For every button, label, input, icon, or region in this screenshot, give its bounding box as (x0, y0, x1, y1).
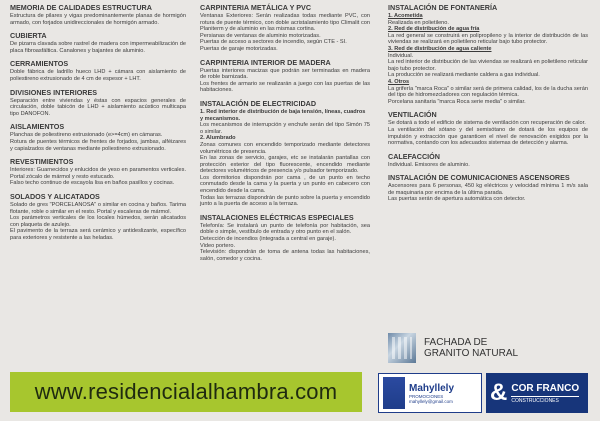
heading-electricidad: INSTALACIÓN DE ELECTRICIDAD (200, 98, 317, 108)
logo-corfranco-name: COR FRANCO (511, 382, 580, 394)
text-especiales-1: Telefonía: Se instalará un punto de telefonía por habitación, sea doble o simple, vestíbulo de entrada y otro punto en el salón. (200, 222, 370, 236)
logo-mahyllely (378, 373, 482, 413)
building-facade-icon (388, 333, 416, 363)
logo-mahyllely-name: Mahyllely (409, 382, 455, 394)
heading-carpinteria-metalica: CARPINTERIA METÁLICA Y PVC (200, 3, 312, 12)
text-especiales-4: Televisión: dispondrán de toma de antena todas las habitaciones, salón, comedor y cocina. (200, 249, 370, 262)
fachada-block (388, 328, 588, 368)
section-electricidad (200, 100, 370, 208)
text-especiales-3: Video portero. (200, 242, 236, 249)
logo-corfranco-text (511, 383, 579, 404)
section-cerramientos (10, 60, 186, 82)
subheading-fontaneria-3: 3. Red de distribución de agua caliente (388, 45, 492, 52)
section-ventilacion (388, 111, 588, 146)
text-fontaneria-1: Realizada en polietileno. (388, 19, 449, 26)
column-1 (10, 4, 186, 247)
section-solados (10, 193, 186, 242)
text-fontaneria-7: Porcelana sanitaria "marca Roca serie media" o similar. (388, 98, 526, 105)
text-cerramientos: Doble fábrica de ladrillo hueco LHD + cámara con aislamiento de poliestireno extrusionado de 4 cm de espesor + LHT. (10, 69, 186, 82)
text-memoria: Estructura de pilares y vigas predominantemente planas de hormigón armado, con forjados unidireccionales de hormigón armado. (10, 13, 186, 26)
section-especiales (200, 214, 370, 263)
fachada-text (424, 337, 518, 359)
column-2 (200, 4, 370, 268)
website-banner[interactable]: www.residencialalhambra.com (10, 372, 362, 412)
subheading-fontaneria-2: 2. Red de distribución de agua fría (388, 26, 480, 33)
subheading-fontaneria-4: 4. Otros (388, 78, 410, 85)
text-carpinteria-madera-2: Los frentes de armario se realizarán a juego con las puertas de las habitaciones. (200, 80, 370, 94)
logo-mahyllely-tagline: PROMOCIONES (409, 393, 444, 399)
heading-comunicaciones: INSTALACIÓN DE COMUNICACIONES ASCENSORES (388, 173, 570, 183)
text-electricidad-5: Todas las terrazas dispondrán de punto sobre la puerta y encendido junto a la puerta de acceso a la terraza. (200, 194, 370, 208)
heading-revestimientos: REVESTIMIENTOS (10, 157, 74, 167)
text-fontaneria-6: La grifería "marca Roca" o similar será de primera calidad, los de la ducha serán del tipo de hidromezcladores con regulación térmica. (388, 85, 588, 99)
text-solados-1: Solado de gres "PORCELANOSA" o similar en cocina y baños. Tarima flotante, roble o similar en el resto. Portal y escaleras de mármol. (10, 201, 186, 215)
section-memoria (10, 4, 186, 26)
subheading-electricidad-1: 1. Red interior de distribución de baja tensión, líneas, cuadros y mecanismos. (200, 108, 366, 122)
heading-cubierta: CUBIERTA (10, 31, 47, 41)
text-divisiones: Separación entre viviendas y éstas con espacios generales de circulación, doble tabicón de LHD + aislamiento acústico multicapa tipo DANOFON. (10, 97, 186, 117)
text-calefaccion-1: Individual. Emisores de aluminio. (388, 161, 470, 168)
heading-calefaccion: CALEFACCIÓN (388, 151, 440, 161)
section-divisiones (10, 89, 186, 118)
fachada-line-1: FACHADA DE (424, 337, 488, 348)
text-carpinteria-metalica-3: Puertas de acceso a sectores de incendio, según CTE - SI. (200, 39, 347, 46)
heading-solados: SOLADOS Y ALICATADOS (10, 191, 100, 201)
section-calefaccion (388, 153, 588, 169)
subheading-electricidad-2: 2. Alumbrado (200, 135, 236, 142)
text-fontaneria-4: La red interior de distribución de las viviendas se realizará en polietileno reticular bajo tubo protector. (388, 59, 588, 72)
logo-corfranco-tagline: CONSTRUCCIONES (511, 396, 579, 404)
text-revestimientos-1: Interiores: Guarnecidos y enlucidos de yeso en paramentos verticales. Portal zócalo de mármol y resto estucado. (10, 167, 186, 180)
text-ventilacion-1: Se dotará a todo el edificio de sistema de ventilación con recuperación de calor. (388, 120, 586, 127)
text-especiales-2: Detección de incendios (integrada a central en garaje). (200, 236, 336, 243)
section-revestimientos (10, 158, 186, 187)
text-carpinteria-metalica-4: Puertas de garaje motorizadas. (200, 45, 278, 52)
logo-mahyllely-text (409, 383, 454, 404)
heading-cerramientos: CERRAMIENTOS (10, 59, 69, 69)
text-fontaneria-2: La red general se construirá en polipropileno y la interior de distribución de las viviendas se realizará en polietileno reticular bajo tubo protector. (388, 32, 588, 46)
text-comunicaciones-2: Las puertas serán de apertura automática con detector. (388, 196, 526, 203)
logo-corfranco (486, 373, 588, 413)
text-revestimientos-2: Falso techo continuo de escayola lisa en baños pasillos y cocinas. (10, 180, 175, 187)
text-cubierta: De pizarra clavada sobre rastrel de madera con impermeabilización de placa fibroasfáltica. Canalones y bajantes de aluminio. (10, 41, 186, 54)
text-comunicaciones-1: Ascensores para 6 personas, 450 kg eléctricos y velocidad mínima 1 m/s sala de maquinaria por encima de la última parada. (388, 183, 588, 196)
text-solados-2: Los parámetros verticales de los locales húmedos, serán alicatados con plaqueta de azulejo. (10, 215, 186, 228)
column-3 (388, 4, 588, 209)
text-solados-3: El pavimento de la terraza será cerámico y antideslizante, específico para exteriores y resistente a las heladas. (10, 228, 186, 241)
text-carpinteria-metalica-1: Ventanas Exteriores: Serán realizadas todas mediante PVC, con rotura de puente térmico, con doble acristalamiento tipo Climalit con Planiterm y de aluminio en las mismas cortina. (200, 13, 370, 33)
text-electricidad-1: Los mecanismos de interrupción y enchufe serán del tipo Simón 75 o similar. (200, 122, 370, 135)
heading-aislamientos: AISLAMIENTOS (10, 122, 65, 132)
section-comunicaciones (388, 174, 588, 203)
text-aislamientos-1: Planchas de poliestireno extrusionado (e>=4cm) en cámaras. (10, 132, 163, 139)
text-aislamientos-2: Rotura de puentes térmicos de frentes de forjados, jambas, alféizares y capialzados de ventanas mediante poliestireno extrusionado. (10, 138, 186, 152)
heading-especiales: INSTALACIONES ELÉCTRICAS ESPECIALES (200, 212, 354, 222)
heading-carpinteria-madera: CARPINTERIA INTERIOR DE MADERA (200, 57, 331, 67)
text-electricidad-3: En las zonas de servicio, garajes, etc se instalarán pantallas con protección exterior del tipo fluorescente, encendido mediante detectores volumétricos de presencia y/o pulsador temporizado. (200, 155, 370, 175)
text-electricidad-2: Zonas comunes con encendido temporizado mediante detectores volumétricos de presencia. (200, 141, 370, 155)
section-aislamientos (10, 123, 186, 152)
text-fontaneria-3: Individual. (388, 52, 414, 59)
section-carpinteria-metalica (200, 4, 370, 53)
section-cubierta (10, 32, 186, 54)
text-fontaneria-5: La producción se realizará mediante caldera a gas individual. (388, 72, 540, 79)
fachada-line-2: GRANITO NATURAL (424, 348, 519, 359)
building-logo-icon (383, 377, 405, 409)
text-ventilacion-2: La ventilación del sótano y del semisótano de dotará de los equipos de impulsión y extracción que garanticen el nivel de renovación exigidos por la normativa, contando con los adecuados sistemas de detección y alarma. (388, 126, 588, 147)
subheading-fontaneria-1: 1. Acometida (388, 13, 423, 19)
text-electricidad-4: Los dormitorios dispondrán por cama , de un punto en techo conmutado desde la cama y la puerta y un punto en cabecero con encendido desde la cama. (200, 174, 370, 195)
heading-memoria: MEMORIA DE CALIDADES ESTRUCTURA (10, 3, 152, 12)
heading-divisiones: DIVISIONES INTERIORES (10, 87, 98, 97)
section-fontaneria (388, 4, 588, 105)
heading-fontaneria: INSTALACIÓN DE FONTANERÍA (388, 3, 498, 12)
ampersand-logo-icon: & (490, 379, 508, 406)
logo-mahyllely-email: mahyllely@gmail.com (409, 398, 453, 404)
text-carpinteria-madera-1: Puertas interiores macizas que podrán ser terminadas en madera de roble barnizada. (200, 67, 370, 81)
section-carpinteria-madera (200, 59, 370, 94)
text-carpinteria-metalica-2: Persianas de ventanas de aluminio motorizadas. (200, 32, 321, 39)
heading-ventilacion: VENTILACIÓN (388, 110, 437, 120)
